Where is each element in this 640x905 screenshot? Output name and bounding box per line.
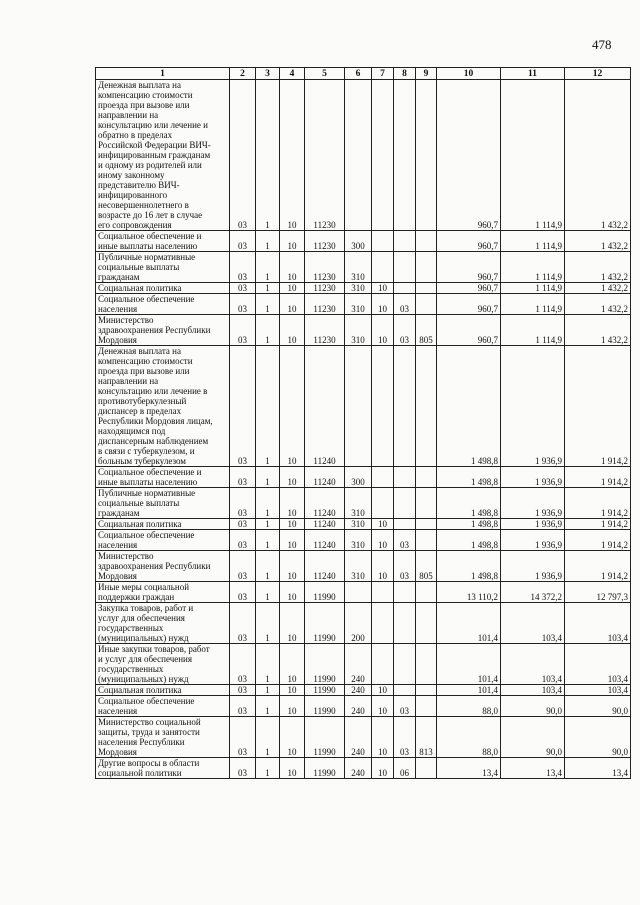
cell-col-11: 1 114,9 [501,231,565,252]
cell-col-9 [416,488,437,519]
cell-col-3: 1 [256,488,280,519]
cell-col-12: 13,4 [565,758,631,779]
cell-col-10: 88,0 [437,696,501,717]
cell-col-10: 960,7 [437,283,501,294]
budget-table [95,67,631,779]
table-row [96,758,631,779]
cell-col-4: 10 [280,294,305,315]
cell-col-6: 240 [345,717,372,758]
row-name-cell: Иные меры социальной поддержки граждан [96,582,230,603]
cell-col-2: 03 [230,252,256,283]
row-name-cell: Публичные нормативные социальные выплаты гражданам [96,252,230,283]
cell-col-4: 10 [280,644,305,685]
cell-col-2: 03 [230,717,256,758]
cell-col-12: 1 914,2 [565,488,631,519]
cell-col-11: 1 114,9 [501,283,565,294]
column-header-4: 4 [280,68,305,80]
cell-col-9: 805 [416,551,437,582]
cell-col-10: 88,0 [437,717,501,758]
column-header-1: 1 [96,68,230,80]
row-name-cell: Министерство социальной защиты, труда и занятости населения Республики Мордовия [96,717,230,758]
table-row [96,252,631,283]
cell-col-8 [394,603,416,644]
table-row [96,315,631,346]
cell-col-7: 10 [372,530,394,551]
cell-col-10: 960,7 [437,80,501,231]
cell-col-9: 805 [416,315,437,346]
cell-col-9: 813 [416,717,437,758]
cell-col-2: 03 [230,582,256,603]
cell-col-2: 03 [230,644,256,685]
cell-col-6: 200 [345,603,372,644]
table-row [96,488,631,519]
cell-col-8: 03 [394,696,416,717]
cell-col-6: 310 [345,519,372,530]
cell-col-11: 90,0 [501,696,565,717]
cell-col-10: 960,7 [437,231,501,252]
cell-col-9 [416,467,437,488]
cell-col-8 [394,80,416,231]
cell-col-9 [416,252,437,283]
cell-col-5: 11990 [305,696,345,717]
table-row [96,717,631,758]
cell-col-5: 11990 [305,685,345,696]
cell-col-3: 1 [256,685,280,696]
table-row [96,231,631,252]
table-row [96,467,631,488]
cell-col-7 [372,252,394,283]
cell-col-3: 1 [256,530,280,551]
cell-col-10: 13 110,2 [437,582,501,603]
cell-col-9 [416,758,437,779]
cell-col-7 [372,488,394,519]
table-row [96,294,631,315]
cell-col-6: 300 [345,231,372,252]
cell-col-10: 1 498,8 [437,346,501,467]
cell-col-3: 1 [256,551,280,582]
cell-col-12: 1 432,2 [565,231,631,252]
cell-col-3: 1 [256,80,280,231]
cell-col-5: 11240 [305,519,345,530]
cell-col-10: 101,4 [437,603,501,644]
cell-col-7: 10 [372,315,394,346]
cell-col-9 [416,603,437,644]
row-name-cell: Социальная политика [96,283,230,294]
page-number: 478 [592,37,612,52]
cell-col-10: 1 498,8 [437,488,501,519]
cell-col-9 [416,685,437,696]
cell-col-8 [394,467,416,488]
row-name-cell: Социальное обеспечение и иные выплаты населению [96,231,230,252]
cell-col-5: 11990 [305,582,345,603]
row-name-cell: Иные закупки товаров, работ и услуг для обеспечения государственных (муниципальных) нужд [96,644,230,685]
cell-col-4: 10 [280,696,305,717]
cell-col-2: 03 [230,80,256,231]
cell-col-2: 03 [230,294,256,315]
row-name-cell: Социальное обеспечение населения [96,294,230,315]
cell-col-11: 103,4 [501,644,565,685]
cell-col-4: 10 [280,346,305,467]
table-row [96,603,631,644]
table-row [96,644,631,685]
cell-col-12: 1 914,2 [565,519,631,530]
cell-col-8 [394,488,416,519]
cell-col-12: 1 914,2 [565,551,631,582]
cell-col-7 [372,582,394,603]
cell-col-11: 1 114,9 [501,315,565,346]
cell-col-4: 10 [280,519,305,530]
cell-col-3: 1 [256,294,280,315]
cell-col-9 [416,530,437,551]
cell-col-2: 03 [230,758,256,779]
cell-col-5: 11230 [305,283,345,294]
cell-col-6: 240 [345,758,372,779]
row-name-cell: Денежная выплата на компенсацию стоимости проезда при вызове или направлении на консультацию или лечение в противотуберкулезный диспансер в пределах Республики Мордовия лицам, находящимся под диспансерным наблюдением в связи с туберкулезом, и больным туберкулезом [96,346,230,467]
cell-col-11: 14 372,2 [501,582,565,603]
row-name-cell: Закупка товаров, работ и услуг для обеспечения государственных (муниципальных) нужд [96,603,230,644]
cell-col-4: 10 [280,530,305,551]
cell-col-10: 1 498,8 [437,530,501,551]
cell-col-8: 03 [394,294,416,315]
cell-col-8: 03 [394,530,416,551]
cell-col-2: 03 [230,685,256,696]
table-body [96,80,631,779]
cell-col-12: 1 432,2 [565,283,631,294]
cell-col-5: 11990 [305,758,345,779]
cell-col-6 [345,582,372,603]
row-name-cell: Социальная политика [96,519,230,530]
cell-col-11: 1 114,9 [501,294,565,315]
row-name-cell: Денежная выплата на компенсацию стоимости проезда при вызове или направлении на консультацию или лечение и обратно в пределах Российской Федерации ВИЧ- инфицированным гражданам и одному из родителей или иному законному представителю ВИЧ- инфицированного несовершеннолетнего в возрасте до 16 лет в случае его сопровождения [96,80,230,231]
cell-col-6: 310 [345,530,372,551]
cell-col-7: 10 [372,685,394,696]
cell-col-8 [394,644,416,685]
cell-col-5: 11240 [305,346,345,467]
cell-col-7 [372,80,394,231]
cell-col-6: 310 [345,315,372,346]
cell-col-8 [394,346,416,467]
table-row [96,530,631,551]
cell-col-6: 240 [345,685,372,696]
table-row [96,346,631,467]
cell-col-11: 90,0 [501,717,565,758]
cell-col-12: 12 797,3 [565,582,631,603]
cell-col-12: 1 432,2 [565,80,631,231]
cell-col-11: 1 114,9 [501,252,565,283]
cell-col-8 [394,283,416,294]
cell-col-6 [345,346,372,467]
column-header-10: 10 [437,68,501,80]
cell-col-5: 11240 [305,551,345,582]
cell-col-7: 10 [372,717,394,758]
cell-col-3: 1 [256,283,280,294]
cell-col-5: 11990 [305,603,345,644]
cell-col-7: 10 [372,551,394,582]
cell-col-6: 310 [345,551,372,582]
cell-col-4: 10 [280,467,305,488]
cell-col-5: 11240 [305,488,345,519]
cell-col-4: 10 [280,80,305,231]
cell-col-9 [416,80,437,231]
row-name-cell: Социальное обеспечение населения [96,530,230,551]
cell-col-3: 1 [256,315,280,346]
cell-col-5: 11230 [305,80,345,231]
cell-col-6: 240 [345,644,372,685]
cell-col-9 [416,644,437,685]
cell-col-6: 240 [345,696,372,717]
cell-col-9 [416,294,437,315]
cell-col-2: 03 [230,283,256,294]
cell-col-8 [394,252,416,283]
cell-col-6: 310 [345,488,372,519]
cell-col-2: 03 [230,530,256,551]
cell-col-8: 06 [394,758,416,779]
cell-col-12: 1 432,2 [565,315,631,346]
cell-col-7: 10 [372,519,394,530]
column-header-11: 11 [501,68,565,80]
cell-col-3: 1 [256,644,280,685]
cell-col-8: 03 [394,315,416,346]
cell-col-4: 10 [280,717,305,758]
cell-col-2: 03 [230,346,256,467]
cell-col-2: 03 [230,231,256,252]
cell-col-11: 13,4 [501,758,565,779]
cell-col-8 [394,231,416,252]
cell-col-8: 03 [394,717,416,758]
cell-col-2: 03 [230,696,256,717]
cell-col-12: 1 432,2 [565,294,631,315]
row-name-cell: Другие вопросы в области социальной политики [96,758,230,779]
cell-col-11: 1 114,9 [501,80,565,231]
cell-col-8: 03 [394,551,416,582]
table-row [96,283,631,294]
cell-col-4: 10 [280,315,305,346]
row-name-cell: Публичные нормативные социальные выплаты гражданам [96,488,230,519]
row-name-cell: Министерство здравоохранения Республики Мордовия [96,315,230,346]
cell-col-10: 101,4 [437,685,501,696]
cell-col-3: 1 [256,582,280,603]
cell-col-6: 310 [345,252,372,283]
row-name-cell: Социальное обеспечение и иные выплаты населению [96,467,230,488]
cell-col-5: 11990 [305,644,345,685]
cell-col-2: 03 [230,488,256,519]
cell-col-12: 103,4 [565,603,631,644]
column-header-12: 12 [565,68,631,80]
cell-col-5: 11990 [305,717,345,758]
cell-col-8 [394,685,416,696]
cell-col-4: 10 [280,603,305,644]
column-header-8: 8 [394,68,416,80]
cell-col-4: 10 [280,758,305,779]
cell-col-11: 1 936,9 [501,530,565,551]
cell-col-11: 1 936,9 [501,346,565,467]
cell-col-3: 1 [256,467,280,488]
cell-col-3: 1 [256,717,280,758]
cell-col-12: 90,0 [565,717,631,758]
cell-col-2: 03 [230,519,256,530]
cell-col-10: 1 498,8 [437,467,501,488]
cell-col-11: 1 936,9 [501,467,565,488]
column-header-9: 9 [416,68,437,80]
cell-col-4: 10 [280,685,305,696]
cell-col-7 [372,231,394,252]
column-header-5: 5 [305,68,345,80]
table-row [96,582,631,603]
cell-col-12: 103,4 [565,685,631,696]
table-row [96,551,631,582]
row-name-cell: Министерство здравоохранения Республики Мордовия [96,551,230,582]
cell-col-10: 101,4 [437,644,501,685]
cell-col-9 [416,582,437,603]
cell-col-11: 103,4 [501,685,565,696]
cell-col-6: 310 [345,283,372,294]
cell-col-4: 10 [280,252,305,283]
cell-col-12: 1 432,2 [565,252,631,283]
cell-col-8 [394,582,416,603]
table-row [96,685,631,696]
cell-col-6: 310 [345,294,372,315]
cell-col-11: 1 936,9 [501,519,565,530]
cell-col-9 [416,346,437,467]
cell-col-4: 10 [280,551,305,582]
cell-col-3: 1 [256,696,280,717]
column-header-3: 3 [256,68,280,80]
column-header-6: 6 [345,68,372,80]
cell-col-3: 1 [256,346,280,467]
cell-col-10: 960,7 [437,315,501,346]
table-header-row [96,68,631,80]
cell-col-2: 03 [230,603,256,644]
cell-col-9 [416,231,437,252]
cell-col-7: 10 [372,758,394,779]
cell-col-6: 300 [345,467,372,488]
cell-col-6 [345,80,372,231]
cell-col-7: 10 [372,294,394,315]
column-header-7: 7 [372,68,394,80]
cell-col-11: 103,4 [501,603,565,644]
cell-col-3: 1 [256,252,280,283]
cell-col-9 [416,283,437,294]
cell-col-10: 1 498,8 [437,519,501,530]
cell-col-5: 11230 [305,252,345,283]
cell-col-7 [372,644,394,685]
cell-col-2: 03 [230,551,256,582]
cell-col-5: 11240 [305,467,345,488]
cell-col-12: 1 914,2 [565,467,631,488]
table-row [96,519,631,530]
cell-col-5: 11230 [305,294,345,315]
cell-col-3: 1 [256,758,280,779]
cell-col-4: 10 [280,231,305,252]
cell-col-10: 960,7 [437,252,501,283]
cell-col-12: 1 914,2 [565,346,631,467]
cell-col-5: 11240 [305,530,345,551]
cell-col-5: 11230 [305,231,345,252]
cell-col-9 [416,696,437,717]
cell-col-11: 1 936,9 [501,488,565,519]
cell-col-12: 1 914,2 [565,530,631,551]
cell-col-3: 1 [256,519,280,530]
cell-col-7 [372,346,394,467]
row-name-cell: Социальная политика [96,685,230,696]
cell-col-9 [416,519,437,530]
cell-col-3: 1 [256,231,280,252]
table-row [96,80,631,231]
cell-col-12: 103,4 [565,644,631,685]
table-row [96,696,631,717]
cell-col-2: 03 [230,467,256,488]
cell-col-4: 10 [280,488,305,519]
cell-col-7: 10 [372,696,394,717]
cell-col-10: 960,7 [437,294,501,315]
cell-col-7: 10 [372,283,394,294]
cell-col-4: 10 [280,283,305,294]
cell-col-3: 1 [256,603,280,644]
cell-col-11: 1 936,9 [501,551,565,582]
cell-col-10: 13,4 [437,758,501,779]
row-name-cell: Социальное обеспечение населения [96,696,230,717]
column-header-2: 2 [230,68,256,80]
cell-col-2: 03 [230,315,256,346]
cell-col-10: 1 498,8 [437,551,501,582]
cell-col-8 [394,519,416,530]
cell-col-5: 11230 [305,315,345,346]
cell-col-7 [372,603,394,644]
cell-col-4: 10 [280,582,305,603]
cell-col-7 [372,467,394,488]
cell-col-12: 90,0 [565,696,631,717]
